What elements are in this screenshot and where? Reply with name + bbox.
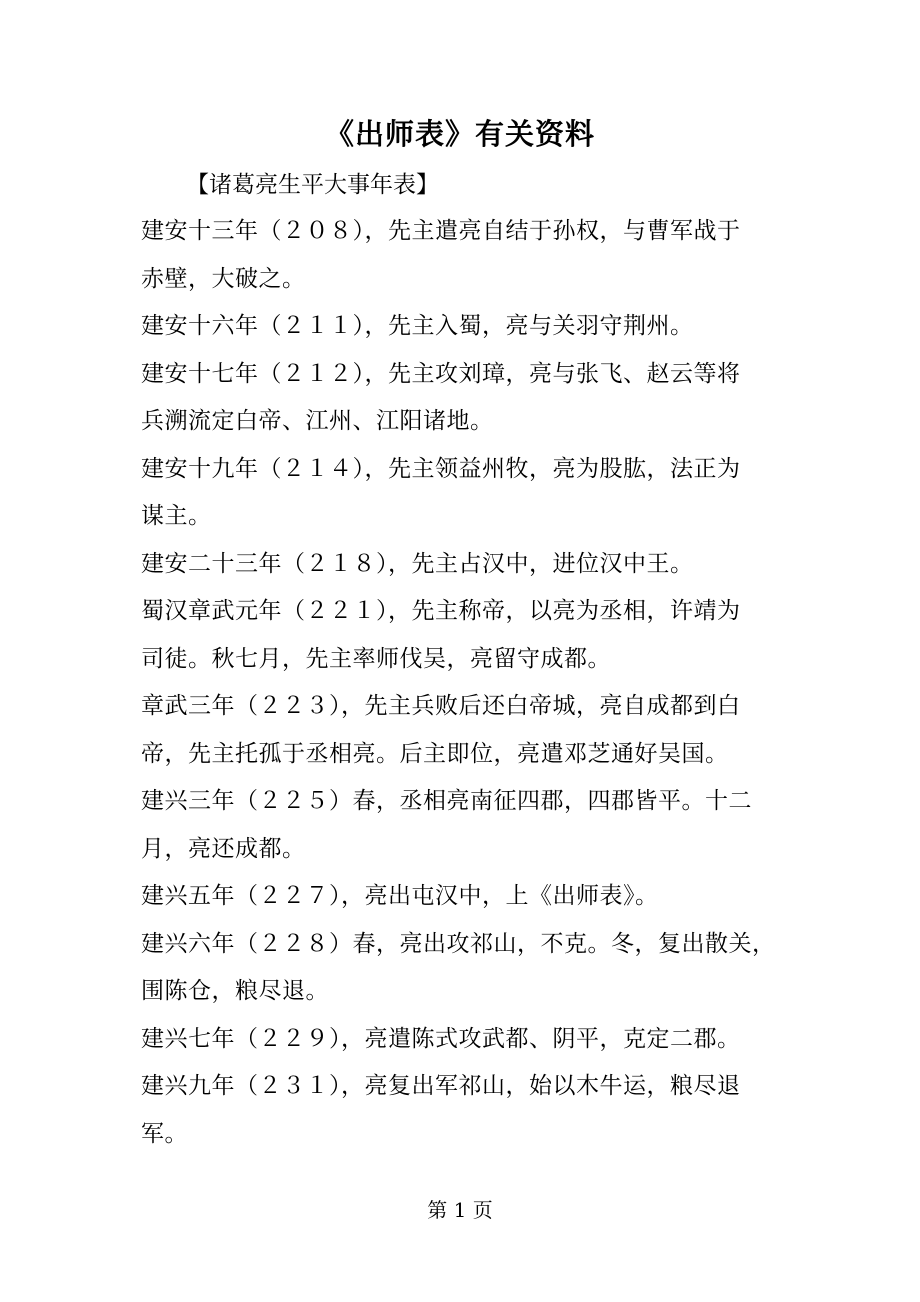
text-line: 月，亮还成都。 bbox=[141, 835, 306, 862]
text-line: 蜀汉章武元年（２２１），先主称帝，以亮为丞相，许靖为 bbox=[141, 598, 741, 624]
text-line: 建安十七年（２１２），先主攻刘璋，亮与张飞、赵云等将 bbox=[141, 360, 741, 387]
text-line: 章武三年（２２３），先主兵败后还白帝城，亮自成都到白 bbox=[141, 693, 741, 719]
document-title: 《出师表》有关资料 bbox=[324, 117, 595, 151]
text-line: 建兴五年（２２７），亮出屯汉中，上《出师表》。 bbox=[141, 883, 659, 909]
text-line: 赤壁，大破之。 bbox=[141, 265, 306, 292]
text-line: 围陈仓，粮尽退。 bbox=[141, 978, 329, 1004]
text-line: 建兴三年（２２５）春，丞相亮南征四郡，四郡皆平。十二 bbox=[141, 788, 752, 814]
text-line: 兵溯流定白帝、江州、江阳诸地。 bbox=[141, 408, 494, 434]
page-number: 第 1 页 bbox=[427, 1198, 493, 1222]
text-line: 建安十九年（２１４），先主领益州牧，亮为股肱，法正为 bbox=[141, 455, 741, 482]
text-line: 建兴七年（２２９），亮遣陈式攻武都、阴平，克定二郡。 bbox=[141, 1025, 741, 1052]
text-line: 建兴六年（２２８）春，亮出攻祁山，不克。冬，复出散关， bbox=[141, 930, 776, 957]
text-line: 建安十三年（２０８），先主遣亮自结于孙权，与曹军战于 bbox=[141, 218, 741, 244]
text-line: 司徒。秋七月，先主率师伐吴，亮留守成都。 bbox=[141, 645, 611, 672]
text-line: 谋主。 bbox=[141, 503, 212, 529]
text-line: 建安二十三年（２１８），先主占汉中，进位汉中王。 bbox=[141, 550, 694, 577]
text-line: 帝，先主托孤于丞相亮。后主即位，亮遣邓芝通好吴国。 bbox=[141, 740, 729, 767]
text-line: 军。 bbox=[141, 1120, 188, 1147]
text-line: 建安十六年（２１１），先主入蜀，亮与关羽守荆州。 bbox=[141, 313, 694, 339]
document-body bbox=[141, 208, 791, 1158]
section-heading: 【诸葛亮生平大事年表】 bbox=[186, 172, 439, 198]
text-line: 建兴九年（２３１），亮复出军祁山，始以木牛运，粮尽退 bbox=[141, 1073, 741, 1099]
